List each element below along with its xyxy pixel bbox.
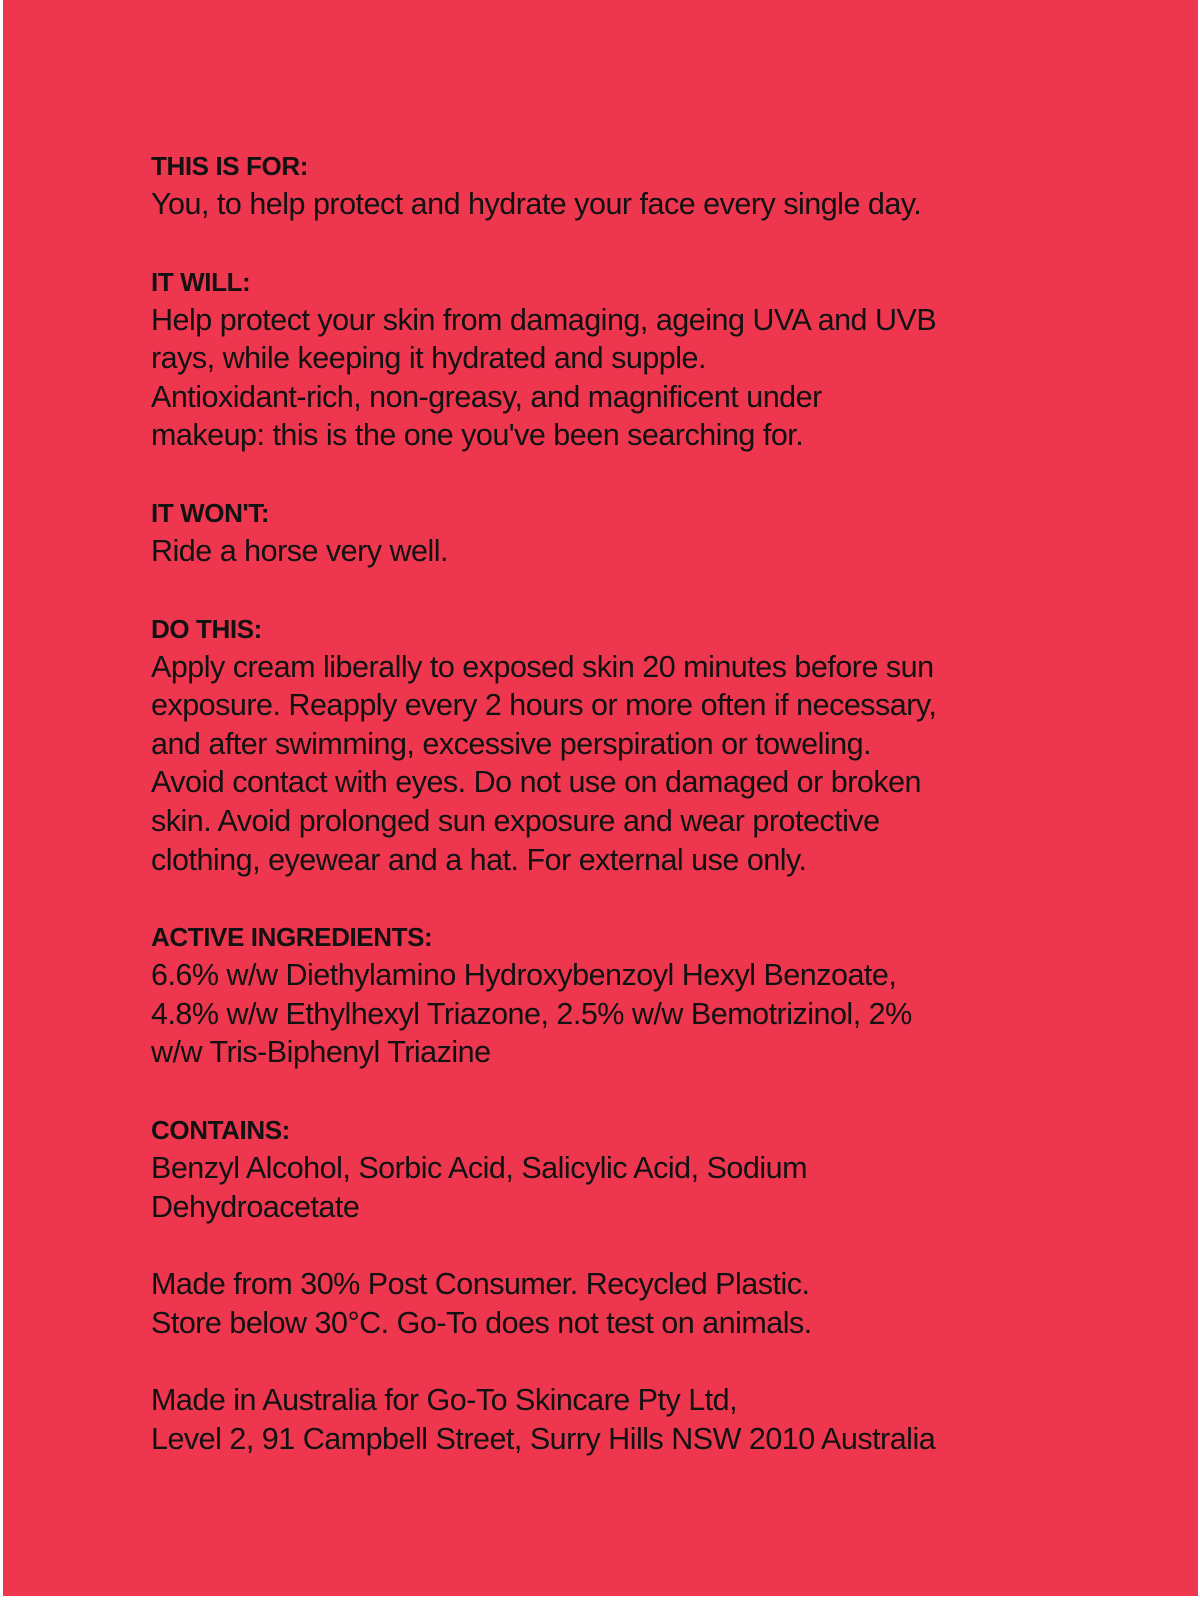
section-text-line: clothing, eyewear and a hat. For external use only. [151,842,807,877]
section-heading: CONTAINS: [151,1114,290,1145]
section-do-this [151,610,1081,880]
section-this-is-for [151,147,1081,224]
section-text-line: skin. Avoid prolonged sun exposure and wear protective [151,803,880,838]
section-it-will [151,263,1081,455]
section-text-line: Avoid contact with eyes. Do not use on damaged or broken [151,765,922,800]
section-text-line: Benzyl Alcohol, Sorbic Acid, Salicylic Acid, Sodium [151,1150,807,1185]
section-it-wont [151,494,1081,571]
section-active-ingredients [151,918,1081,1072]
section-text-line: w/w Tris-Biphenyl Triazine [151,1035,491,1070]
section-text-line: rays, while keeping it hydrated and supple. [151,341,706,376]
section-text-line: Antioxidant-rich, non-greasy, and magnificent under [151,379,822,414]
section-text-line: Dehydroacetate [151,1189,360,1224]
section-heading: IT WILL: [151,266,251,297]
note-recycling-storage [151,1265,1081,1342]
section-text-line: Help protect your skin from damaging, ageing UVA and UVB [151,302,937,337]
section-contains [151,1111,1081,1226]
note-manufacturer-address [151,1381,1081,1458]
section-text-line: 6.6% w/w Diethylamino Hydroxybenzoyl Hexyl Benzoate, [151,958,897,993]
product-info-panel [3,0,1198,1596]
note-text-line: Level 2, 91 Campbell Street, Surry Hills NSW 2010 Australia [151,1421,936,1456]
product-info-content [151,147,1081,1497]
section-heading: ACTIVE INGREDIENTS: [151,922,433,953]
section-heading: DO THIS: [151,613,262,644]
section-text-line: makeup: this is the one you've been searching for. [151,418,804,453]
note-text-line: Made from 30% Post Consumer. Recycled Plastic. [151,1267,810,1302]
section-heading: THIS IS FOR: [151,151,308,181]
section-text-line: You, to help protect and hydrate your face every single day. [151,187,922,221]
note-text-line: Store below 30°C. Go-To does not test on animals. [151,1305,812,1340]
section-text-line: and after swimming, excessive perspiration or toweling. [151,726,872,761]
section-text-line: 4.8% w/w Ethylhexyl Triazone, 2.5% w/w Bemotrizinol, 2% [151,996,912,1031]
section-heading: IT WON'T: [151,497,270,528]
section-text-line: Apply cream liberally to exposed skin 20 minutes before sun [151,649,934,684]
note-text-line: Made in Australia for Go-To Skincare Pty Ltd, [151,1383,738,1418]
section-text-line: Ride a horse very well. [151,533,449,568]
section-text-line: exposure. Reapply every 2 hours or more often if necessary, [151,688,937,723]
